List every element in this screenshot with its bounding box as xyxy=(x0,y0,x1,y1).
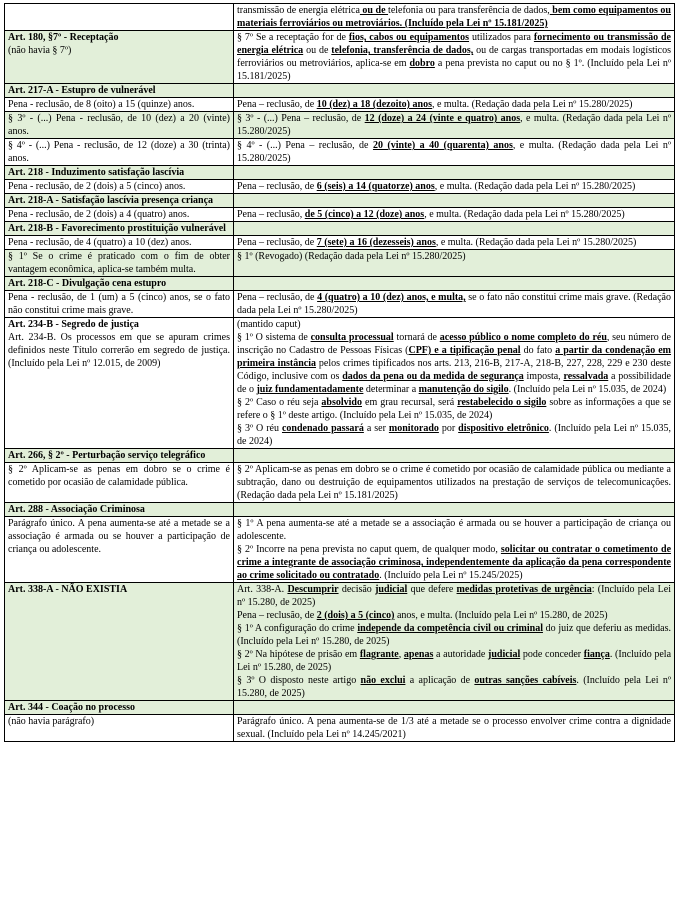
emphasized-text: telefonia, transferência de dados, xyxy=(331,45,474,56)
heading-blank-cell xyxy=(234,449,675,463)
text-segment: § 3º - (...) Pena – reclusão, de xyxy=(237,113,365,124)
emphasized-text: 7 (sete) a 16 (dezesseis) anos xyxy=(316,237,436,248)
text-segment: se o fato não constitui crime mais grave. (Redação dada pela Lei nº 15.280/2025) xyxy=(237,292,671,316)
text-segment: Pena – reclusão, de xyxy=(237,237,317,248)
new-text xyxy=(234,291,675,318)
text-segment: § 2º Na hipótese de prisão em xyxy=(237,649,360,660)
emphasized-text: dispositivo eletrônico xyxy=(458,423,549,434)
emphasized-text: independe da competência civil ou criminal xyxy=(357,623,543,634)
text-segment: que defere xyxy=(407,584,457,595)
old-text: Pena - reclusão, de 8 (oito) a 15 (quinze) anos. xyxy=(5,98,234,112)
old-text: § 4º - (...) Pena - reclusão, de 12 (doze) a 30 (trinta) anos. xyxy=(5,139,234,166)
new-text: § 1º A pena aumenta-se até a metade se a associação é armada ou se houver a participação de criança ou adolescente. xyxy=(237,518,671,542)
table-row xyxy=(5,449,675,463)
text-segment: § 3º O réu xyxy=(237,423,282,434)
emphasized-text: judicial xyxy=(488,649,521,660)
table-row xyxy=(5,194,675,208)
emphasized-text: não exclui xyxy=(360,675,406,686)
emphasized-text: judicial xyxy=(375,584,408,595)
emphasized-text: consulta processual xyxy=(310,332,394,343)
text-segment: pelos crimes tipificados nos arts. 213, 216-B, 217-A, 218-B, 227, 228, 229 e 230 deste Código, inclusive com os xyxy=(237,358,671,382)
text-segment: do juiz que deferiu as medidas. (Incluído pela Lei nº 15.280, de 2025) xyxy=(237,623,671,647)
new-text: Parágrafo único. A pena aumenta-se de 1/3 até a metade se o processo envolver crime contra a dignidade sexual. (Incluído pela Lei nº 14.245/2021) xyxy=(234,715,675,742)
emphasized-text: outras sanções cabíveis xyxy=(474,675,577,686)
table-row xyxy=(5,583,675,701)
emphasized-text: CPF) e a tipificação penal xyxy=(408,345,521,356)
table-row xyxy=(5,318,675,449)
heading-blank-cell xyxy=(234,503,675,517)
heading-blank-cell xyxy=(234,84,675,98)
emphasized-text: 6 (seis) a 14 (quatorze) anos xyxy=(316,181,435,192)
table-row xyxy=(5,715,675,742)
old-text: Pena - reclusão, de 2 (dois) a 5 (cinco) anos. xyxy=(5,180,234,194)
comparison-table xyxy=(4,3,675,742)
emphasized-text: 20 (vinte) a 40 (quarenta) anos xyxy=(372,140,513,151)
text-segment: anos, e multa. (Incluído pela Lei nº 15.280, de 2025) xyxy=(394,610,608,621)
text-segment: Pena – reclusão, de xyxy=(237,99,317,110)
emphasized-text: a partir da condenação em primeira instância xyxy=(237,345,672,369)
text-segment: . (Incluído pela Lei nº 15.035, de 2024) xyxy=(237,423,672,447)
emphasized-text: juiz fundamentadamente xyxy=(256,384,364,395)
table-row xyxy=(5,208,675,222)
old-text: (não havia § 7º) xyxy=(8,45,72,56)
old-text: Pena - reclusão, de 2 (dois) a 4 (quatro) anos. xyxy=(5,208,234,222)
text-segment: Pena – reclusão, xyxy=(237,209,305,220)
text-segment: transmissão de energia elétrica xyxy=(237,5,360,16)
article-heading: Art. 218 - Induzimento satisfação lascívia xyxy=(5,166,234,180)
emphasized-text: fiança xyxy=(583,649,610,660)
text-segment: ou de cargas transportadas em modais logísticos ferroviários ou metroviários, aplica-se em xyxy=(237,45,671,69)
text-segment: . (Incluído pela Lei nº 15.245/2025) xyxy=(379,570,523,581)
old-text: Pena - reclusão, de 4 (quatro) a 10 (dez) anos. xyxy=(5,236,234,250)
text-segment: decisão xyxy=(338,584,376,595)
table-row xyxy=(5,222,675,236)
table-row xyxy=(5,84,675,98)
new-text xyxy=(234,139,675,166)
emphasized-text: de 5 (cinco) a 12 (doze) anos xyxy=(304,209,425,220)
text-segment: a pena prevista no caput ou no § 1º. (Incluído pela Lei nº 15.181/2025) xyxy=(237,58,672,82)
table-row xyxy=(5,701,675,715)
emphasized-text: solicitar ou contratar o cometimento de crime a integrante de associação criminosa, independentemente da aplicação da pena correspondente ao crime solicitado ou contratado xyxy=(237,544,672,581)
text-segment: , e multa. (Redação dada pela Lei nº 15.280/2025) xyxy=(424,209,625,220)
table-row xyxy=(5,4,675,31)
article-heading: Art. 218-A - Satisfação lascívia presença criança xyxy=(5,194,234,208)
text-segment: , e multa. (Redação dada pela Lei nº 15.280/2025) xyxy=(237,113,671,137)
new-text xyxy=(234,208,675,222)
table-row xyxy=(5,166,675,180)
text-segment: § 7º Se a receptação for de xyxy=(237,32,349,43)
table-row xyxy=(5,277,675,291)
emphasized-text: Descumprir xyxy=(287,584,339,595)
text-segment: § 2º Incorre na pena prevista no caput quem, de qualquer modo, xyxy=(237,544,501,555)
text-segment: . (Incluído pela Lei nº 15.280, de 2025) xyxy=(237,649,672,673)
heading-blank-cell xyxy=(234,166,675,180)
text-segment: por xyxy=(438,423,459,434)
emphasized-text: ou de xyxy=(359,5,389,16)
new-text xyxy=(234,180,675,194)
old-text: Art. 234-B. Os processos em que se apuram crimes definidos neste Título correrão em segredo de justiça. (Incluído pela Lei nº 12.015, de 2009) xyxy=(8,332,230,369)
text-segment: determinar a xyxy=(363,384,419,395)
emphasized-text: ressalvada xyxy=(563,371,609,382)
text-segment: a aplicação de xyxy=(405,675,475,686)
text-segment: telefonia ou para transferência de dados, xyxy=(388,5,550,16)
old-text: (não havia parágrafo) xyxy=(5,715,234,742)
old-text: § 3º - (...) Pena - reclusão, de 10 (dez) a 20 (vinte) anos. xyxy=(5,112,234,139)
new-text: § 2º Aplicam-se as penas em dobro se o crime é cometido por ocasião de calamidade pública ou mediante a subtração, dano ou destruição de equipamentos utilizados na prestação de serviços de telecomunicações. (Redação dada pela Lei nº 15.181/2025) xyxy=(234,463,675,503)
table-row xyxy=(5,139,675,166)
left-cell xyxy=(5,4,234,31)
text-segment: do fato xyxy=(520,345,556,356)
table-row xyxy=(5,250,675,277)
old-text: § 2º Aplicam-se as penas em dobro se o crime é cometido por ocasião de calamidade pública. xyxy=(5,463,234,503)
emphasized-text: dobro xyxy=(409,58,435,69)
text-segment: , e multa. (Redação dada pela Lei nº 15.280/2025) xyxy=(237,140,671,164)
old-text: Pena - reclusão, de 1 (um) a 5 (cinco) anos, se o fato não constitui crime mais grave. xyxy=(5,291,234,318)
table-row xyxy=(5,503,675,517)
emphasized-text: apenas xyxy=(403,649,434,660)
emphasized-text: acesso público o nome completo do réu xyxy=(439,332,607,343)
heading-blank-cell xyxy=(234,194,675,208)
new-text xyxy=(234,236,675,250)
text-segment: Pena – reclusão, de xyxy=(237,181,317,192)
text-segment: , e multa. (Redação dada pela Lei nº 15.280/2025) xyxy=(434,181,636,192)
table-row xyxy=(5,98,675,112)
text-segment: utilizados para xyxy=(469,32,534,43)
text-segment: § 1º O sistema de xyxy=(237,332,311,343)
text-segment: , e multa. (Redação dada pela Lei nº 15.280/2025) xyxy=(435,237,637,248)
text-segment: , xyxy=(398,649,404,660)
emphasized-text: 12 (doze) a 24 (vinte e quatro) anos xyxy=(364,113,521,124)
text-segment: , e multa. (Redação dada pela Lei nº 15.280/2025) xyxy=(431,99,633,110)
article-cell xyxy=(5,318,234,449)
emphasized-text: dados da pena ou da medida de segurança xyxy=(342,371,524,382)
text-segment: § 3º O disposto neste artigo xyxy=(237,675,361,686)
emphasized-text: fornecimento ou transmissão de energia elétrica xyxy=(237,32,671,56)
emphasized-text: 2 (dois) a 5 (cinco) xyxy=(316,610,395,621)
text-segment: § 2º Caso o réu seja xyxy=(237,397,322,408)
emphasized-text: flagrante xyxy=(359,649,399,660)
text-segment: Pena – reclusão, de xyxy=(237,610,317,621)
text-segment: a ser xyxy=(363,423,389,434)
text-segment: Pena – reclusão, de xyxy=(237,292,318,303)
text-segment: ou de xyxy=(303,45,332,56)
emphasized-text: bem como equipamentos ou materiais ferroviários ou metroviários. (Incluído pela Lei nº 15.181/2025) xyxy=(237,5,671,29)
article-heading-cell xyxy=(5,31,234,84)
new-text xyxy=(237,609,671,622)
new-text xyxy=(237,583,671,609)
emphasized-text: restabelecido o sigilo xyxy=(457,397,547,408)
new-text-cell xyxy=(234,31,675,84)
emphasized-text: manutenção do sigilo xyxy=(418,384,509,395)
table-row xyxy=(5,463,675,503)
new-text xyxy=(237,543,671,582)
table-row xyxy=(5,31,675,84)
article-heading: Art. 266, § 2º - Perturbação serviço telegráfico xyxy=(5,449,234,463)
emphasized-text: monitorado xyxy=(388,423,439,434)
text-segment: imposta, xyxy=(523,371,564,382)
emphasized-text: 10 (dez) a 18 (dezoito) anos xyxy=(316,99,432,110)
emphasized-text: fios, cabos ou equipamentos xyxy=(348,32,470,43)
emphasized-text: condenado passará xyxy=(281,423,364,434)
new-text: § 1º (Revogado) (Redação dada pela Lei nº 15.280/2025) xyxy=(234,250,675,277)
heading-blank-cell xyxy=(234,701,675,715)
text-segment: a autoridade xyxy=(433,649,488,660)
new-text xyxy=(237,674,671,700)
new-text xyxy=(237,422,671,448)
new-text xyxy=(237,396,671,422)
text-segment: , seu número de inscrição no Cadastro de Pessoas Físicas ( xyxy=(237,332,671,356)
text-segment: . (Incluído pela Lei nº 15.280, de 2025) xyxy=(237,675,671,699)
text-segment: § 1º A configuração do crime xyxy=(237,623,358,634)
new-text xyxy=(234,112,675,139)
heading-blank-cell xyxy=(234,222,675,236)
article-heading: Art. 234-B - Segredo de justiça xyxy=(8,319,139,330)
text-segment: tornará de xyxy=(393,332,440,343)
new-text-cell xyxy=(234,318,675,449)
text-segment: : (Incluído pela Lei nº 15.280, de 2025) xyxy=(237,584,671,608)
text-segment: pode conceder xyxy=(520,649,584,660)
old-text: § 1º Se o crime é praticado com o fim de obter vantagem econômica, aplica-se também multa. xyxy=(5,250,234,277)
table-row xyxy=(5,291,675,318)
article-heading: Art. 218-B - Favorecimento prostituição vulnerável xyxy=(5,222,234,236)
article-heading: Art. 180, §7º - Receptação xyxy=(8,32,119,43)
right-cell xyxy=(234,4,675,31)
table-row xyxy=(5,236,675,250)
article-heading: Art. 344 - Coação no processo xyxy=(5,701,234,715)
text-segment: em grau recursal, será xyxy=(362,397,458,408)
text-segment: sobre as informações a que se refere o § 1º deste artigo. (Incluído pela Lei nº 15.035, de 2024) xyxy=(237,397,671,421)
new-text xyxy=(237,648,671,674)
article-heading: Art. 288 - Associação Criminosa xyxy=(5,503,234,517)
text-segment: . (Incluído pela Lei nº 15.035, de 2024) xyxy=(508,384,667,395)
table-row xyxy=(5,112,675,139)
new-text xyxy=(237,331,671,396)
new-text-cell xyxy=(234,517,675,583)
new-text xyxy=(234,98,675,112)
article-heading: Art. 338-A - NÃO EXISTIA xyxy=(5,583,234,701)
text-segment: a possibilidade de o xyxy=(237,371,671,395)
article-heading: Art. 217-A - Estupro de vulnerável xyxy=(5,84,234,98)
emphasized-text: absolvido xyxy=(321,397,362,408)
table-row xyxy=(5,517,675,583)
text-segment: § 4º - (...) Pena – reclusão, de xyxy=(237,140,373,151)
emphasized-text: 4 (quatro) a 10 (dez) anos, e multa, xyxy=(317,292,466,303)
heading-blank-cell xyxy=(234,277,675,291)
new-text-cell xyxy=(234,583,675,701)
text-segment: Art. 338-A. xyxy=(237,584,288,595)
table-row xyxy=(5,180,675,194)
new-text: (mantido caput) xyxy=(237,319,301,330)
emphasized-text: medidas protetivas de urgência xyxy=(456,584,592,595)
article-heading: Art. 218-C - Divulgação cena estupro xyxy=(5,277,234,291)
new-text xyxy=(237,622,671,648)
old-text: Parágrafo único. A pena aumenta-se até a metade se a associação é armada ou se houver a participação de criança ou adolescente. xyxy=(5,517,234,583)
